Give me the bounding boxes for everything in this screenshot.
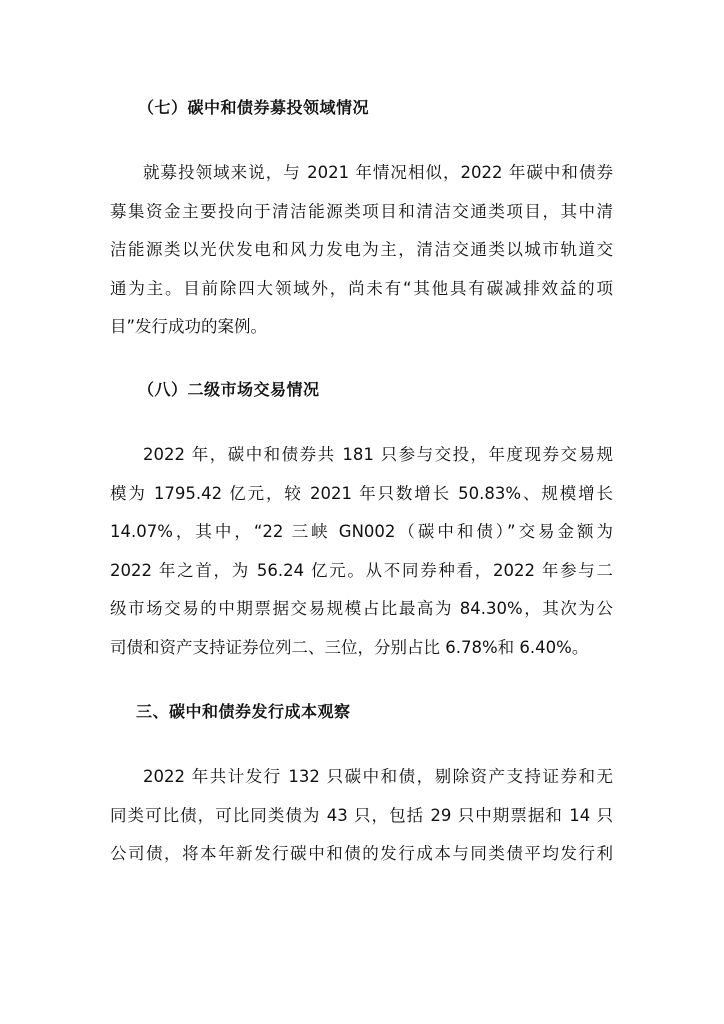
heading-section-8: （八）二级市场交易情况 bbox=[138, 380, 320, 399]
paragraph-secondary-market bbox=[110, 436, 613, 668]
text-line: 级市场交易的中期票据交易规模占比最高为 84.30%，其次为公 bbox=[110, 599, 613, 619]
text-line: 2022 年，碳中和债券共 181 只参与交投，年度现券交易规 bbox=[143, 445, 613, 464]
heading-section-3: 三、碳中和债券发行成本观察 bbox=[136, 702, 351, 721]
text-line: 通为主。目前除四大领域外，尚未有“其他具有碳减排效益的项 bbox=[110, 278, 613, 298]
paragraph-fund-use bbox=[110, 154, 613, 347]
text-line: 同类可比债，可比同类债为 43 只，包括 29 只中期票据和 14 只 bbox=[110, 805, 613, 825]
text-line: 公司债，将本年新发行碳中和债的发行成本与同类债平均发行利 bbox=[110, 844, 613, 864]
text-line: 就募投领域来说，与 2021 年情况相似，2022 年碳中和债券 bbox=[143, 163, 613, 182]
heading-section-7: （七）碳中和债券募投领域情况 bbox=[138, 98, 370, 117]
paragraph-issuance-cost bbox=[110, 758, 613, 874]
text-line: 司债和资产支持证券位列二、三位，分别占比 6.78%和 6.40%。 bbox=[110, 637, 589, 657]
text-line: 2022 年共计发行 132 只碳中和债，剔除资产支持证券和无 bbox=[143, 767, 613, 786]
text-line: 洁能源类以光伏发电和风力发电为主，清洁交通类以城市轨道交 bbox=[110, 240, 613, 260]
text-line: 2022 年之首，为 56.24 亿元。从不同券种看，2022 年参与二 bbox=[110, 560, 613, 580]
text-line: 目”发行成功的案例。 bbox=[110, 317, 268, 337]
text-line: 募集资金主要投向于清洁能源类项目和清洁交通类项目，其中清 bbox=[110, 201, 613, 221]
text-line: 14.07%，其中，“22 三峡 GN002（碳中和债）”交易金额为 bbox=[110, 522, 613, 542]
text-line: 模为 1795.42 亿元，较 2021 年只数增长 50.83%、规模增长 bbox=[110, 483, 613, 503]
